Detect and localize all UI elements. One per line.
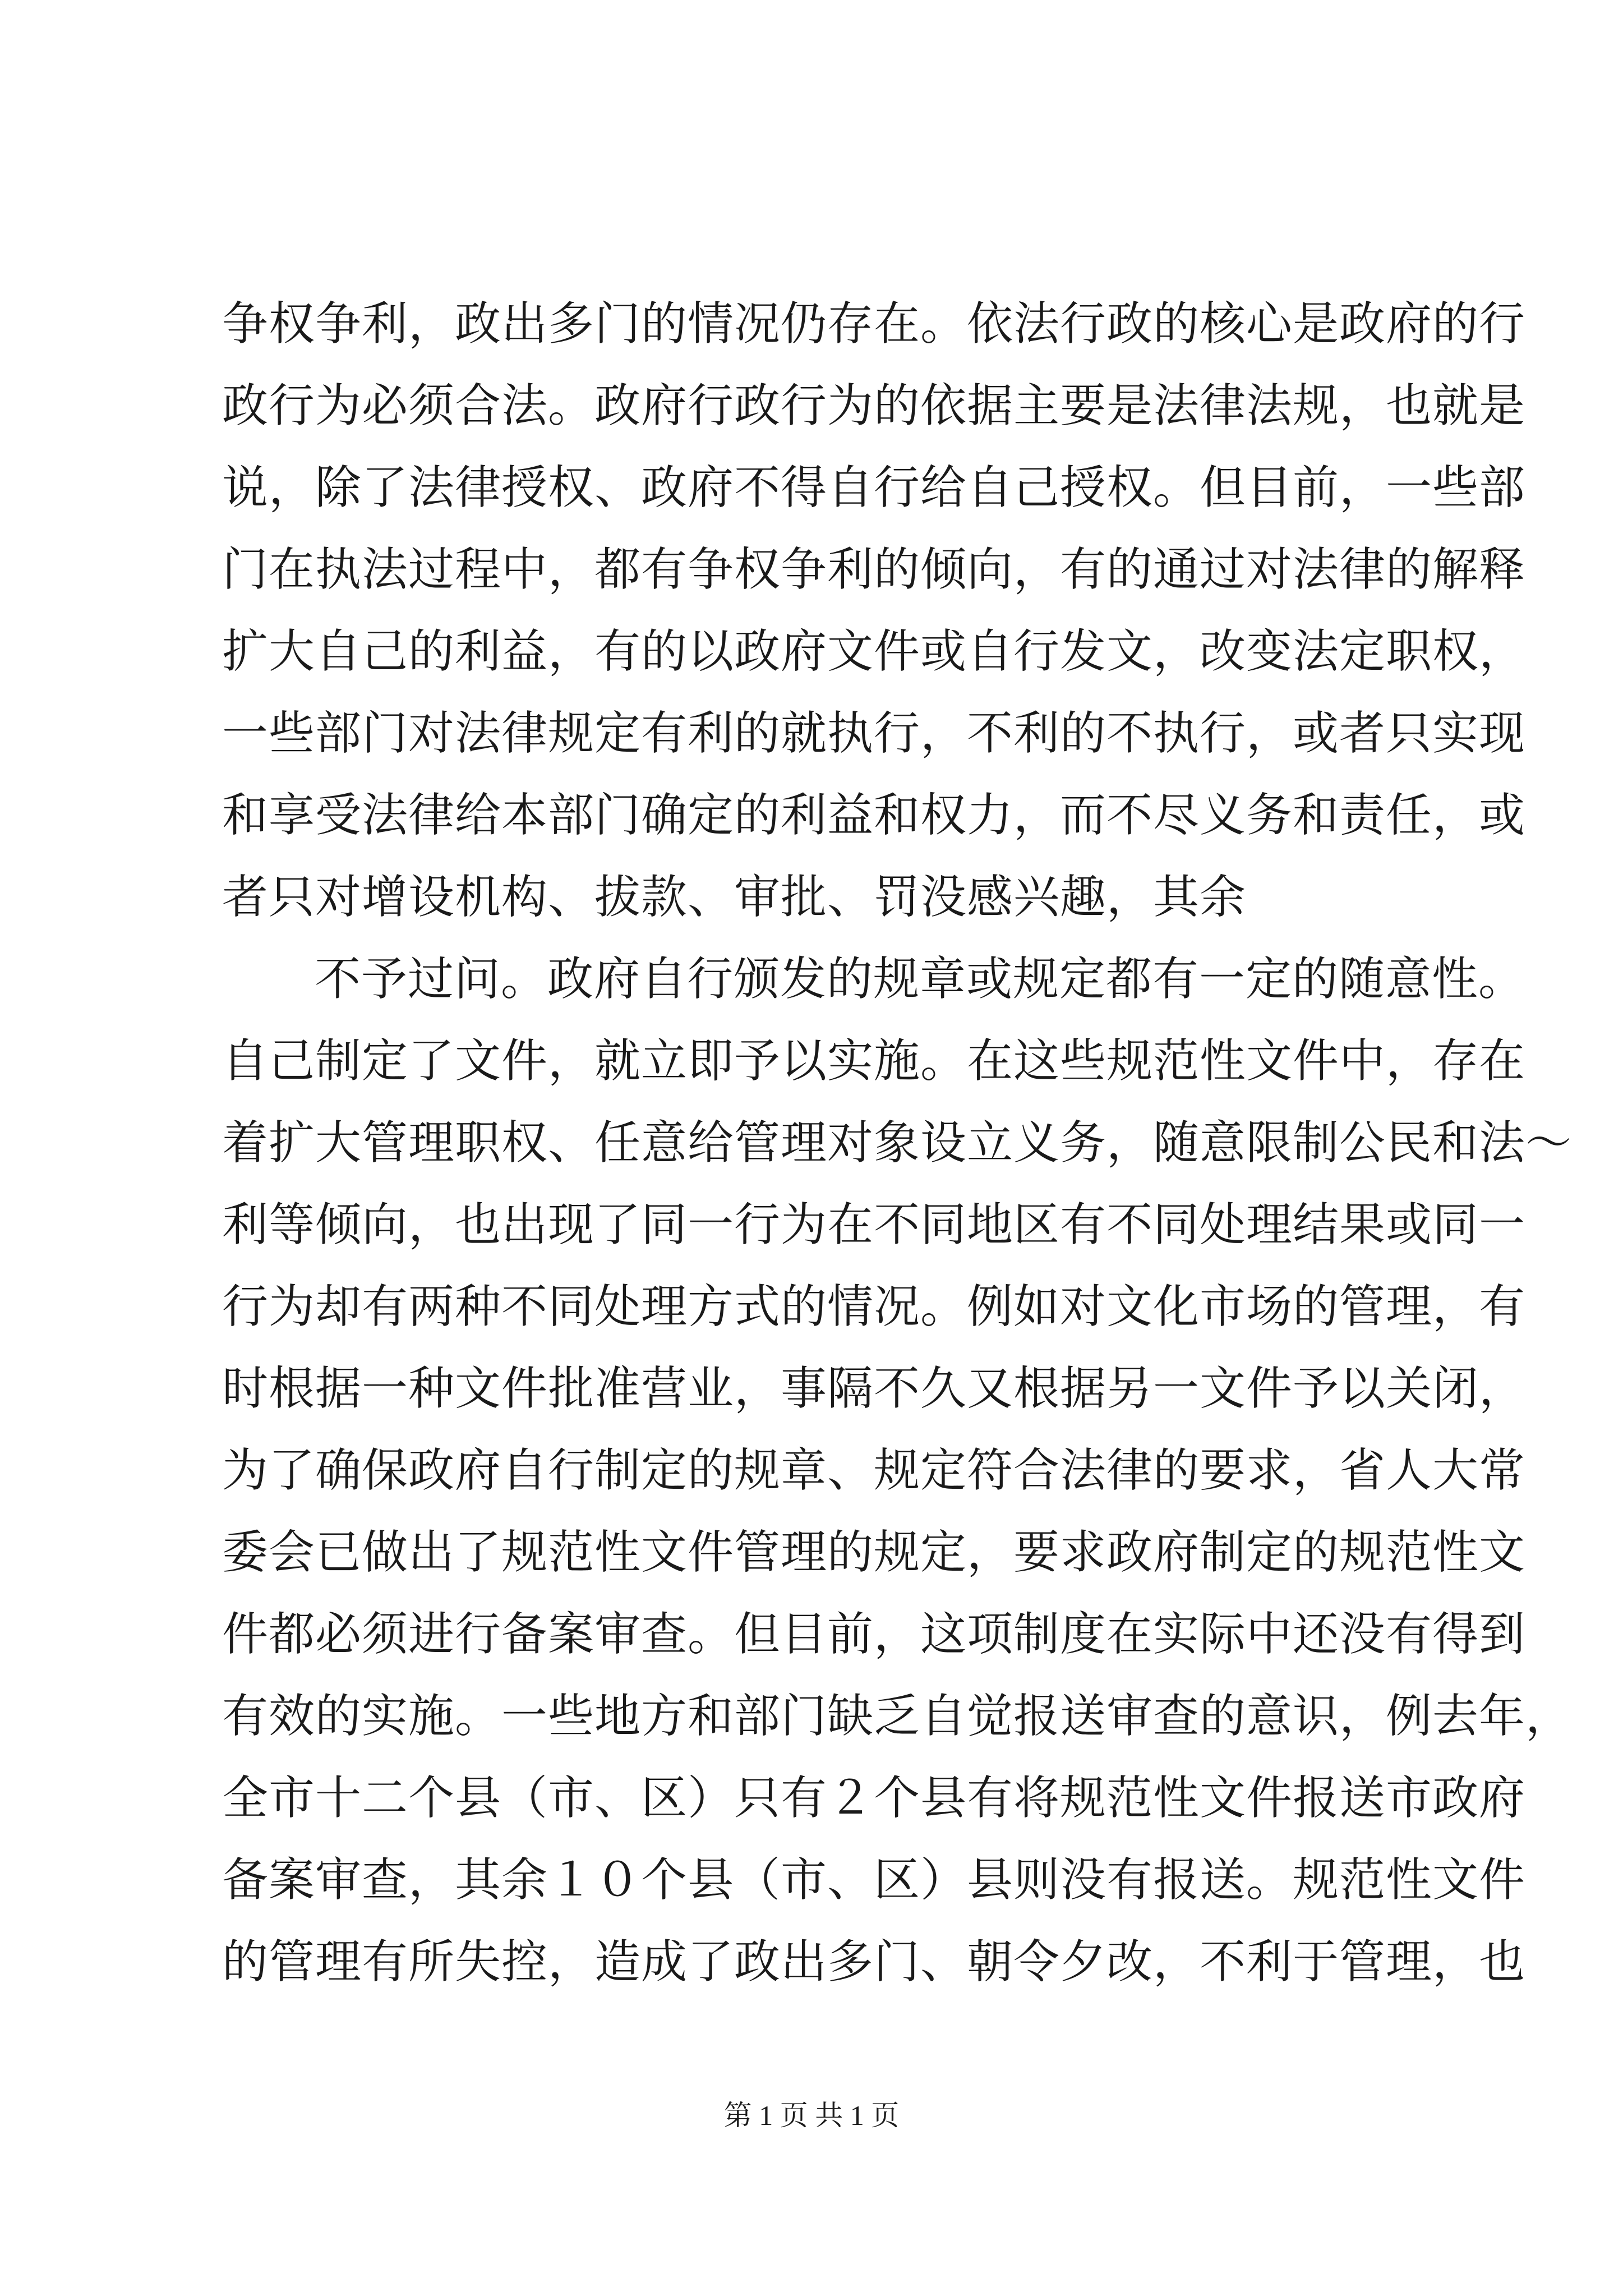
- text-line: 全市十二个县（市、区）只有２个县有将规范性文件报送市政府: [222, 1772, 1526, 1825]
- text-line: 扩大自己的利益，有的以政府文件或自行发文，改变法定职权，: [222, 625, 1526, 678]
- text-line: 争权争利，政出多门的情况仍存在。依法行政的核心是政府的行: [222, 297, 1526, 351]
- text-line: 门在执法过程中，都有争权争利的倾向，有的通过对法律的解释: [222, 543, 1526, 596]
- text-line: 的管理有所失控，造成了政出多门、朝令夕改，不利于管理，也: [222, 1935, 1526, 1989]
- text-line: 时根据一种文件批准营业，事隔不久又根据另一文件予以关闭，: [222, 1362, 1526, 1415]
- text-line: 件都必须进行备案审查。但目前，这项制度在实际中还没有得到: [222, 1608, 1526, 1661]
- text-line: 利等倾向，也出现了同一行为在不同地区有不同处理结果或同一: [222, 1198, 1526, 1251]
- text-line: 着扩大管理职权、任意给管理对象设立义务，随意限制公民和法～: [222, 1116, 1573, 1170]
- text-line: 有效的实施。一些地方和部门缺乏自觉报送审查的意识，例去年，: [222, 1690, 1573, 1743]
- text-line: 委会已做出了规范性文件管理的规定，要求政府制定的规范性文: [222, 1526, 1526, 1579]
- text-line: 行为却有两种不同处理方式的情况。例如对文化市场的管理，有: [222, 1280, 1526, 1333]
- text-line: 不予过问。政府自行颁发的规章或规定都有一定的随意性。: [315, 953, 1525, 1006]
- body-text: [222, 283, 1573, 2003]
- text-line: 为了确保政府自行制定的规章、规定符合法律的要求，省人大常: [222, 1444, 1526, 1497]
- text-line: 政行为必须合法。政府行政行为的依据主要是法律法规，也就是: [222, 379, 1526, 432]
- text-line: 者只对增设机构、拔款、审批、罚没感兴趣，其余: [222, 871, 1247, 924]
- text-line: 自己制定了文件，就立即予以实施。在这些规范性文件中，存在: [222, 1034, 1526, 1088]
- text-line: 说，除了法律授权、政府不得自行给自己授权。但目前，一些部: [222, 461, 1526, 514]
- page-footer: 第 1 页 共 1 页: [723, 2100, 900, 2131]
- text-line: 一些部门对法律规定有利的就执行，不利的不执行，或者只实现: [222, 707, 1526, 760]
- text-line: 备案审查，其余１０个县（市、区）县则没有报送。规范性文件: [222, 1853, 1526, 1907]
- text-line: 和享受法律给本部门确定的利益和权力，而不尽义务和责任，或: [222, 789, 1526, 842]
